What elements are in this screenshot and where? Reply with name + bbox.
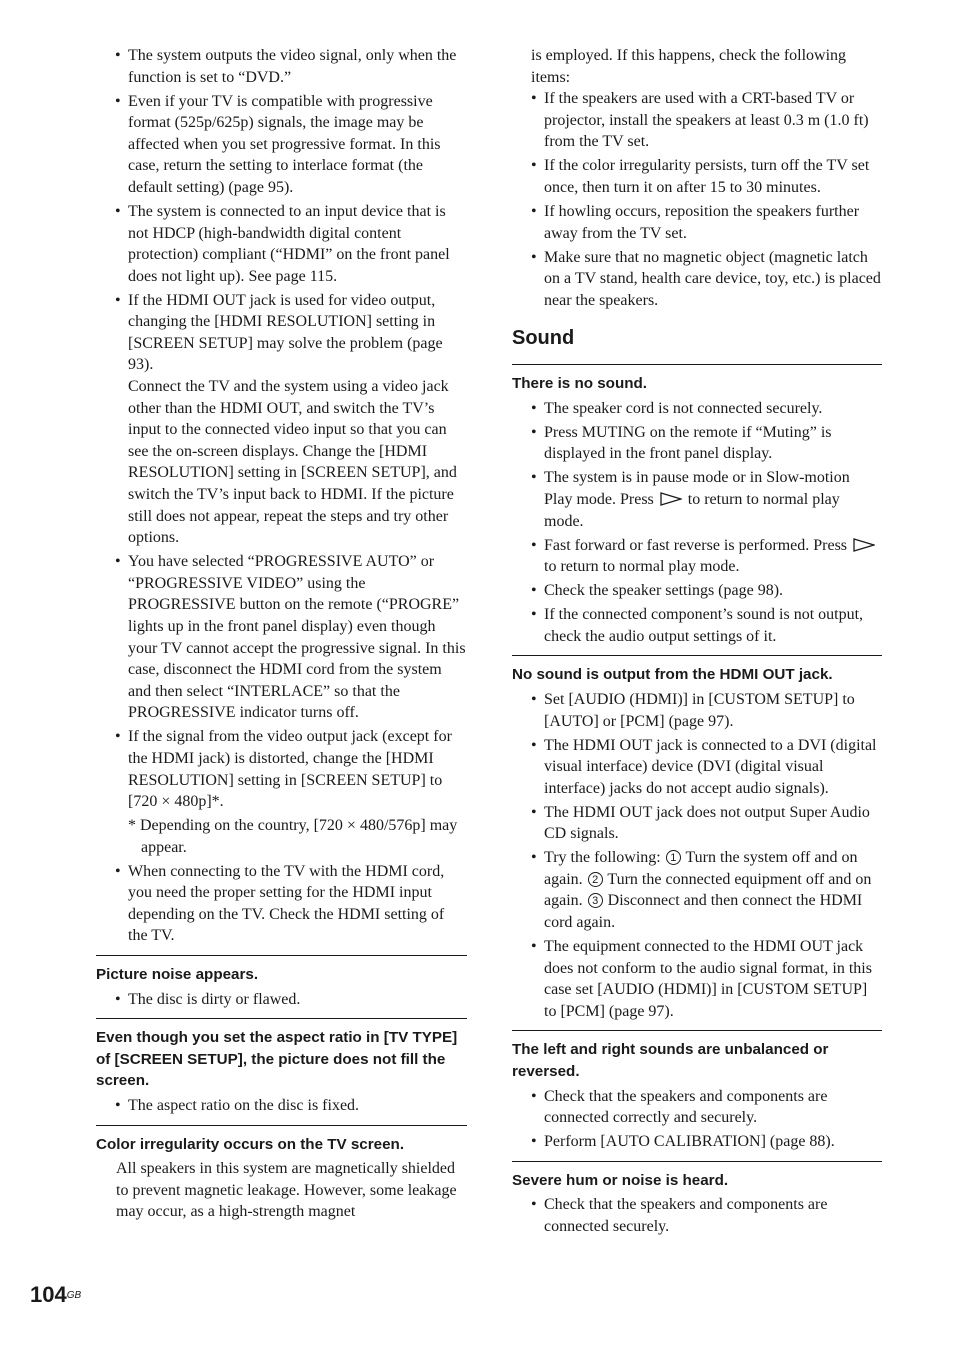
list-item: • The speaker cord is not connected securely. — [512, 398, 882, 420]
subheading-left-right-unbalanced: The left and right sounds are unbalanced or reversed. — [512, 1030, 882, 1082]
paragraph-continuation: is employed. If this happens, check the following items: — [531, 47, 847, 86]
subheading-aspect-ratio: Even though you set the aspect ratio in [TV TYPE] of [SCREEN SETUP], the picture does not fill the screen. — [96, 1018, 467, 1092]
list-item: • Press MUTING on the remote if “Muting” is displayed in the front panel display. — [512, 422, 882, 465]
list-item: • Check that the speakers and components are connected securely. — [512, 1194, 882, 1237]
play-triangle-icon — [660, 492, 682, 506]
list-item: • Check that the speakers and components are connected correctly and securely. — [512, 1086, 882, 1129]
list-item: • Make sure that no magnetic object (magnetic latch on a TV stand, health care device, toy, etc.) is placed near the speakers. — [512, 247, 882, 312]
subheading-severe-hum: Severe hum or noise is heard. — [512, 1161, 882, 1192]
right-column — [512, 45, 882, 1240]
subheading-color-irregularity: Color irregularity occurs on the TV screen. — [96, 1125, 467, 1156]
list-item: • If the speakers are used with a CRT-based TV or projector, install the speakers at least 0.3 m (1.0 ft) from the TV set. — [512, 88, 882, 153]
step-text: Turn the system off and on again. — [544, 849, 858, 888]
list-item: • You have selected “PROGRESSIVE AUTO” or “PROGRESSIVE VIDEO” using the PROGRESSIVE button on the remote (“PROGRE” lights up in the front panel display) even though your TV cannot accept the progressive signal. In this case, disconnect the HDMI cord from the system and then select “INTERLACE” so that the PROGRESSIVE indicator turns off. — [96, 551, 467, 724]
section-heading-sound: Sound — [512, 327, 575, 350]
list-item — [512, 467, 882, 532]
list-item: • The disc is dirty or flawed. — [96, 989, 467, 1011]
step-number-2: 2 — [588, 872, 603, 887]
bullet-text: • If the HDMI OUT jack is used for video output, changing the [HDMI RESOLUTION] setting in [SCREEN SETUP] may solve the problem (page 93). — [128, 291, 443, 374]
subheading-hdmi-no-sound: No sound is output from the HDMI OUT jack. — [512, 655, 882, 686]
list-item: • When connecting to the TV with the HDMI cord, you need the proper setting for the HDMI input depending on the TV. Check the HDMI setting of the TV. — [96, 861, 467, 947]
bullet-text: to return to normal play mode. — [544, 558, 740, 576]
list-item: • Set [AUDIO (HDMI)] in [CUSTOM SETUP] to [AUTO] or [PCM] (page 97). — [512, 689, 882, 732]
list-item: • The aspect ratio on the disc is fixed. — [96, 1095, 467, 1117]
list-item: • The equipment connected to the HDMI OUT jack does not conform to the audio signal format, in this case set [AUDIO (HDMI)] in [CUSTOM SETUP] to [PCM] (page 97). — [512, 936, 882, 1022]
list-item: • If the connected component’s sound is not output, check the audio output settings of it. — [512, 604, 882, 647]
list-item: • The system outputs the video signal, only when the function is set to “DVD.” — [96, 45, 467, 88]
subheading-no-sound: There is no sound. — [512, 364, 882, 395]
bullet-text: Fast forward or fast reverse is performed. Press — [544, 536, 848, 554]
footnote: * Depending on the country, [720 × 480/576p] may appear. — [128, 817, 458, 856]
step-number-1: 1 — [666, 850, 681, 865]
step-text: Turn the connected equipment off and on again. — [544, 870, 872, 910]
page-number-value: 104 — [30, 1282, 67, 1307]
list-item — [96, 290, 467, 549]
list-item: • If the color irregularity persists, turn off the TV set once, then turn it on after 15 to 30 minutes. — [512, 155, 882, 198]
subheading-picture-noise: Picture noise appears. — [96, 955, 467, 986]
list-item: • The system is connected to an input device that is not HDCP (high-bandwidth digital content protection) compliant (“HDMI” on the front panel does not light up). See page 115. — [96, 201, 467, 287]
paragraph: All speakers in this system are magnetically shielded to prevent magnetic leakage. However, some leakage may occur, as a high-strength magnet — [116, 1160, 457, 1221]
bullet-text: to return to normal play mode. — [544, 491, 840, 530]
list-item: • Perform [AUTO CALIBRATION] (page 88). — [512, 1131, 882, 1153]
list-item: • If the signal from the video output jack (except for the HDMI jack) is distorted, change the [HDMI RESOLUTION] setting in [SCREEN SETUP] to [720 × 480p]*. — [96, 726, 467, 812]
page-number-suffix: GB — [66, 1290, 82, 1301]
list-item: • Even if your TV is compatible with progressive format (525p/625p) signals, the image may be affected when you set progressive format. In this case, return the setting to interlace format (the default setting) (page 95). — [96, 91, 467, 199]
play-triangle-icon — [853, 538, 875, 552]
step-text: Disconnect and then connect the HDMI cord again. — [544, 892, 863, 932]
bullet-text: The system is in pause mode or in Slow-motion Play mode. Press — [544, 469, 850, 509]
page-number — [30, 1282, 81, 1308]
list-item: • If howling occurs, reposition the speakers further away from the TV set. — [512, 201, 882, 244]
list-item: • The HDMI OUT jack does not output Super Audio CD signals. — [512, 802, 882, 845]
bullet-text: Try the following: — [544, 849, 661, 867]
list-item: • The HDMI OUT jack is connected to a DVI (digital visual interface) device (DVI (digital visual interface) jacks do not accept audio signals). — [512, 735, 882, 800]
list-item — [512, 847, 882, 933]
list-item: • Check the speaker settings (page 98). — [512, 580, 882, 602]
list-item — [512, 535, 882, 578]
bullet-continuation: Connect the TV and the system using a video jack other than the HDMI OUT, and switch the TV’s input to the connected video input so that you can see the on-screen displays. Change the [HDMI RESOLUTION] setting in [SCREEN SETUP], and switch the TV’s input back to HDMI. If the picture still does not appear, repeat the steps and try other options. — [128, 378, 457, 547]
left-column — [96, 45, 467, 1223]
step-number-3: 3 — [588, 893, 603, 908]
